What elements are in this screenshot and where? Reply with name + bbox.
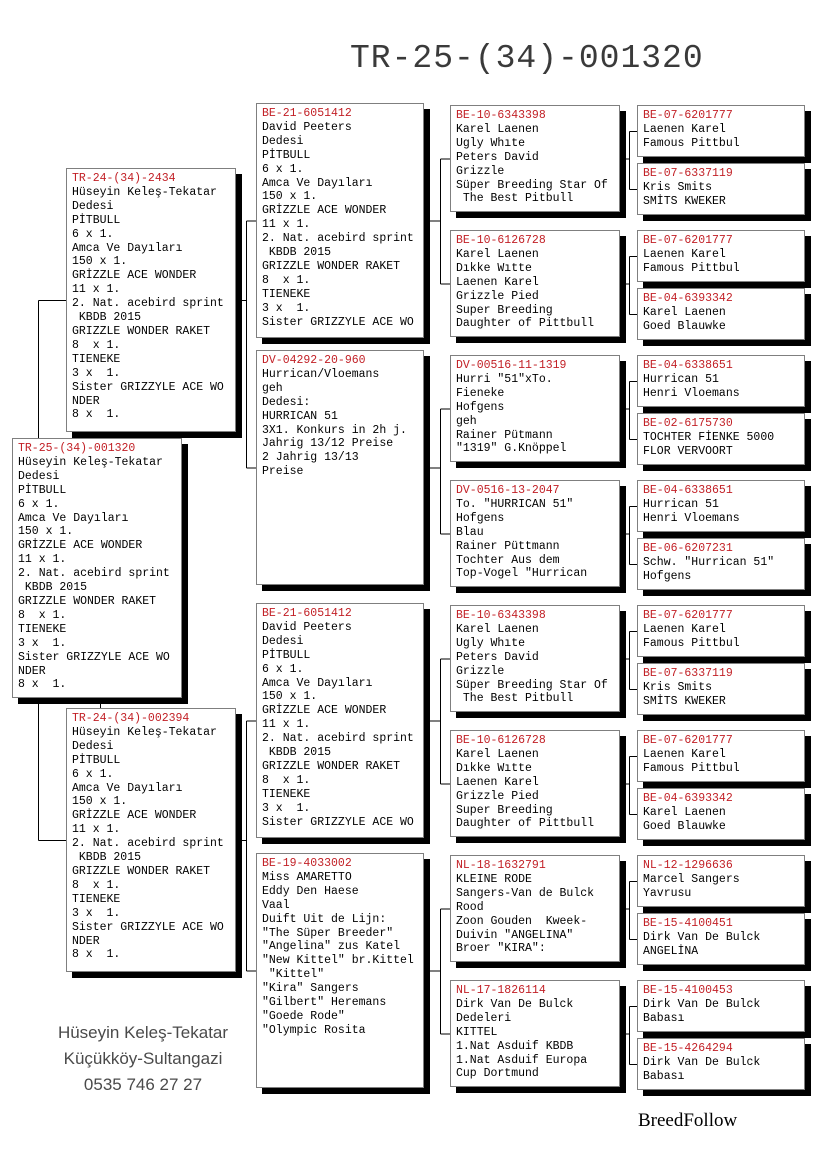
pedigree-text-line: NDER <box>18 664 46 678</box>
pedigree-text-line: TOCHTER FİENKE 5000 <box>643 430 775 444</box>
pedigree-text-line: SMİTS KWEKER <box>643 694 726 708</box>
pedigree-box-gen3[interactable] <box>256 103 424 338</box>
pedigree-text-line: Yavrusu <box>643 886 692 900</box>
pedigree-text-line: NDER <box>72 934 100 948</box>
pedigree-text-line: Hüseyin Keleş-Tekatar <box>72 185 217 199</box>
pedigree-text-line: GRIZZLE WONDER RAKET <box>18 594 157 608</box>
page-title: TR-25-(34)-001320 <box>350 40 704 77</box>
pedigree-text-line: The Best Pitbull <box>456 692 574 706</box>
pedigree-text-line: 150 x 1. <box>72 795 128 809</box>
pedigree-text-line: Duift Uit de Lijn: <box>262 912 387 926</box>
pedigree-text-line: KBDB 2015 <box>262 246 332 260</box>
pedigree-text-line: GRIZZLE WONDER RAKET <box>262 759 401 773</box>
pedigree-text-line: Hüseyin Keleş-Tekatar <box>18 455 163 469</box>
pedigree-text-line: 3 x 1. <box>18 636 67 650</box>
pedigree-text-line: "Kittel" <box>262 968 325 982</box>
pedigree-text-line: KITTEL <box>456 1025 498 1039</box>
ring-number: BE-07-6201777 <box>643 609 733 622</box>
pedigree-text-line: Marcel Sangers <box>643 872 740 886</box>
pedigree-text-line: Preise <box>262 465 304 479</box>
pedigree-text-line: Famous Pittbul <box>643 761 740 775</box>
ring-number: BE-10-6126728 <box>456 734 546 747</box>
ring-number: BE-04-6393342 <box>643 792 733 805</box>
pedigree-text-line: Süper Breeding Star Of <box>456 678 608 692</box>
pedigree-text-line: GRİZZLE ACE WONDER <box>72 269 197 283</box>
pedigree-text-line: 1.Nat Asduif KBDB <box>456 1039 574 1053</box>
pedigree-box-gen4[interactable] <box>450 230 620 337</box>
pedigree-text-line: 150 x 1. <box>72 255 128 269</box>
pedigree-text-line: KBDB 2015 <box>72 851 142 865</box>
pedigree-text-line: Amca Ve Dayıları <box>18 511 129 525</box>
pedigree-text-line: 8 x 1. <box>72 338 121 352</box>
pedigree-box-gen5[interactable] <box>637 913 805 965</box>
pedigree-box-gen5[interactable] <box>637 413 805 465</box>
pedigree-text-line: Eddy Den Haese <box>262 884 359 898</box>
pedigree-text-line: Goed Blauwke <box>643 319 726 333</box>
ring-number: NL-12-1296636 <box>643 859 733 872</box>
brand-watermark: BreedFollow <box>638 1110 738 1131</box>
pedigree-text-line: Tochter Aus dem <box>456 553 560 567</box>
pedigree-box-gen5[interactable] <box>637 230 805 282</box>
pedigree-text-line: 150 x 1. <box>18 525 74 539</box>
pedigree-text-line: Hurri "51"xTo. <box>456 372 553 386</box>
pedigree-box-gen5[interactable] <box>637 538 805 590</box>
pedigree-text-line: GRIZZLE WONDER RAKET <box>72 324 211 338</box>
pedigree-box-gen4[interactable] <box>450 980 620 1087</box>
pedigree-box-gen1[interactable] <box>12 438 182 698</box>
pedigree-text-line: TIENEKE <box>72 892 121 906</box>
ring-number: BE-15-4100451 <box>643 917 733 930</box>
pedigree-text-line: "The Süper Breeder" <box>262 926 394 940</box>
pedigree-box-gen3[interactable] <box>256 853 424 1088</box>
pedigree-text-line: 3 x 1. <box>72 906 121 920</box>
pedigree-box-gen3[interactable] <box>256 603 424 838</box>
pedigree-text-line: GRİZZLE ACE WONDER <box>18 539 143 553</box>
pedigree-text-line: Dedesi <box>72 199 114 213</box>
pedigree-text-line: 11 x 1. <box>262 218 311 232</box>
pedigree-text-line: 3X1. Konkurs in 2h j. <box>262 423 407 437</box>
ring-number: TR-24-(34)-2434 <box>72 172 176 185</box>
pedigree-text-line: Sangers-Van de Bulck <box>456 886 595 900</box>
pedigree-text-line: "1319" G.Knöppel <box>456 442 567 456</box>
ring-number: BE-07-6201777 <box>643 109 733 122</box>
pedigree-text-line: Famous Pittbul <box>643 261 740 275</box>
pedigree-text-line: ANGELİNA <box>643 944 699 958</box>
pedigree-text-line: 2. Nat. acebird sprint <box>262 232 414 246</box>
ring-number: BE-06-6207231 <box>643 542 733 555</box>
pedigree-text-line: The Best Pitbull <box>456 192 574 206</box>
ring-number: BE-15-4100453 <box>643 984 733 997</box>
pedigree-text-line: GRIZZLE WONDER RAKET <box>72 864 211 878</box>
pedigree-text-line: Top-Vogel "Hurrican <box>456 567 588 581</box>
pedigree-text-line: 3 x 1. <box>72 366 121 380</box>
pedigree-text-line: TIENEKE <box>72 352 121 366</box>
breeder-location: Küçükköy-Sultangazi <box>63 1049 223 1068</box>
pedigree-text-line: Karel Laenen <box>456 247 539 261</box>
ring-number: BE-10-6126728 <box>456 234 546 247</box>
pedigree-box-gen4[interactable] <box>450 105 620 212</box>
breeder-phone: 0535 746 27 27 <box>83 1075 203 1094</box>
pedigree-text-line: 8 x 1. <box>72 878 121 892</box>
pedigree-text-line: 6 x 1. <box>262 162 304 176</box>
ring-number: BE-21-6051412 <box>262 107 352 120</box>
ring-number: TR-25-(34)-001320 <box>18 442 136 455</box>
pedigree-text-line: Dıkke Wıtte <box>456 261 532 275</box>
pedigree-text-line: PİTBULL <box>262 148 311 162</box>
pedigree-text-line: 11 x 1. <box>18 553 67 567</box>
pedigree-text-line: Dedesi <box>72 739 114 753</box>
pedigree-box-gen2[interactable] <box>66 168 236 432</box>
pedigree-text-line: 11 x 1. <box>72 283 121 297</box>
pedigree-box-gen5[interactable] <box>637 980 805 1032</box>
pedigree-box-gen4[interactable] <box>450 730 620 837</box>
pedigree-text-line: Super Breeding <box>456 803 553 817</box>
pedigree-text-line: Hofgens <box>456 400 505 414</box>
pedigree-text-line: Blau <box>456 525 484 539</box>
pedigree-text-line: Amca Ve Dayıları <box>262 676 373 690</box>
pedigree-text-line: geh <box>262 381 283 395</box>
pedigree-box-gen3[interactable] <box>256 350 424 585</box>
pedigree-text-line: "New Kittel" br.Kittel <box>262 954 414 968</box>
pedigree-text-line: Sister GRIZZYLE ACE WO <box>262 815 414 829</box>
pedigree-text-line: Amca Ve Dayıları <box>262 176 373 190</box>
pedigree-text-line: 8 x 1. <box>18 678 67 692</box>
pedigree-text-line: Sister GRIZZYLE ACE WO <box>72 380 224 394</box>
pedigree-text-line: 1.Nat Asduif Europa <box>456 1053 588 1067</box>
pedigree-text-line: 2. Nat. acebird sprint <box>262 732 414 746</box>
ring-number: BE-10-6343398 <box>456 109 546 122</box>
ring-number: BE-15-4264294 <box>643 1042 733 1055</box>
pedigree-text-line: 6 x 1. <box>18 497 60 511</box>
pedigree-text-line: Goed Blauwke <box>643 819 726 833</box>
pedigree-text-line: PİTBULL <box>72 753 121 767</box>
pedigree-text-line: Amca Ve Dayıları <box>72 241 183 255</box>
breeder-info <box>38 1020 248 1098</box>
ring-number: BE-07-6337119 <box>643 667 733 680</box>
pedigree-text-line: Sister GRIZZYLE ACE WO <box>18 650 170 664</box>
pedigree-text-line: GRIZZLE WONDER RAKET <box>262 259 401 273</box>
pedigree-text-line: Laenen Karel <box>643 747 726 761</box>
pedigree-text-line: "Gilbert" Heremans <box>262 996 387 1010</box>
pedigree-text-line: 11 x 1. <box>262 718 311 732</box>
pedigree-text-line: 8 x 1. <box>72 408 121 422</box>
pedigree-box-gen5[interactable] <box>637 480 805 532</box>
pedigree-text-line: Amca Ve Dayıları <box>72 781 183 795</box>
pedigree-text-line: Daughter of Pittbull <box>456 817 595 831</box>
pedigree-text-line: Dedeleri <box>456 1011 512 1025</box>
pedigree-text-line: Kris Smits <box>643 180 713 194</box>
pedigree-text-line: Henri Vloemans <box>643 386 740 400</box>
pedigree-text-line: Laenen Karel <box>456 775 539 789</box>
pedigree-text-line: Karel Laenen <box>643 805 726 819</box>
pedigree-text-line: 3 x 1. <box>262 801 311 815</box>
pedigree-box-gen4[interactable] <box>450 480 620 587</box>
pedigree-text-line: KBDB 2015 <box>262 746 332 760</box>
pedigree-text-line: Dedesi: <box>262 395 311 409</box>
pedigree-text-line: PİTBULL <box>18 483 67 497</box>
pedigree-text-line: KLEINE RODE <box>456 872 532 886</box>
ring-number: DV-00516-11-1319 <box>456 359 567 372</box>
pedigree-text-line: Zoon Gouden Kweek- <box>456 914 588 928</box>
ring-number: BE-19-4033002 <box>262 857 352 870</box>
pedigree-text-line: KBDB 2015 <box>72 311 142 325</box>
pedigree-text-line: Grizzle Pied <box>456 789 539 803</box>
ring-number: BE-04-6338651 <box>643 484 733 497</box>
pedigree-text-line: Karel Laenen <box>456 622 539 636</box>
pedigree-text-line: Hurrican 51 <box>643 372 719 386</box>
pedigree-box-gen4[interactable] <box>450 605 620 712</box>
pedigree-text-line: Grizzle Pied <box>456 289 539 303</box>
pedigree-text-line: Super Breeding <box>456 303 553 317</box>
pedigree-text-line: Rood <box>456 900 484 914</box>
pedigree-box-gen5[interactable] <box>637 605 805 657</box>
ring-number: NL-18-1632791 <box>456 859 546 872</box>
pedigree-text-line: Dedesi <box>262 634 304 648</box>
pedigree-text-line: 3 x 1. <box>262 301 311 315</box>
pedigree-text-line: Hofgens <box>456 511 505 525</box>
pedigree-box-gen5[interactable] <box>637 663 805 715</box>
ring-number: BE-07-6201777 <box>643 234 733 247</box>
pedigree-text-line: PİTBULL <box>262 648 311 662</box>
pedigree-text-line: KBDB 2015 <box>18 581 88 595</box>
pedigree-box-gen5[interactable] <box>637 288 805 340</box>
pedigree-text-line: HURRICAN 51 <box>262 409 338 423</box>
ring-number: BE-04-6338651 <box>643 359 733 372</box>
pedigree-text-line: 8 x 1. <box>262 273 311 287</box>
pedigree-text-line: 11 x 1. <box>72 823 121 837</box>
pedigree-text-line: Dirk Van De Bulck <box>456 997 574 1011</box>
pedigree-text-line: David Peeters <box>262 620 352 634</box>
pedigree-text-line: Broer "KIRA": <box>456 942 546 956</box>
ring-number: DV-04292-20-960 <box>262 354 366 367</box>
pedigree-text-line: Dedesi <box>18 469 60 483</box>
pedigree-text-line: Karel Laenen <box>456 122 539 136</box>
pedigree-text-line: Peters David <box>456 650 539 664</box>
pedigree-text-line: Sister GRIZZYLE ACE WO <box>262 315 414 329</box>
ring-number: BE-07-6201777 <box>643 734 733 747</box>
pedigree-text-line: Süper Breeding Star Of <box>456 178 608 192</box>
breeder-name: Hüseyin Keleş-Tekatar <box>57 1023 229 1042</box>
pedigree-text-line: Daughter of Pittbull <box>456 317 595 331</box>
pedigree-text-line: Henri Vloemans <box>643 511 740 525</box>
pedigree-text-line: Peters David <box>456 150 539 164</box>
pedigree-box-gen5[interactable] <box>637 1038 805 1090</box>
pedigree-text-line: 150 x 1. <box>262 190 318 204</box>
pedigree-text-line: 2. Nat. acebird sprint <box>72 297 224 311</box>
pedigree-text-line: Dirk Van De Bulck <box>643 997 761 1011</box>
pedigree-text-line: 2. Nat. acebird sprint <box>72 837 224 851</box>
pedigree-text-line: FLOR VERVOORT <box>643 444 733 458</box>
ring-number: BE-07-6337119 <box>643 167 733 180</box>
pedigree-text-line: Laenen Karel <box>643 122 726 136</box>
pedigree-text-line: Vaal <box>262 898 290 912</box>
pedigree-text-line: TIENEKE <box>262 787 311 801</box>
pedigree-text-line: Grizzle <box>456 164 505 178</box>
pedigree-text-line: Grizzle <box>456 664 505 678</box>
pedigree-box-gen2[interactable] <box>66 708 236 972</box>
pedigree-box-gen5[interactable] <box>637 730 805 782</box>
pedigree-text-line: Jahrig 13/12 Preise <box>262 437 394 451</box>
pedigree-text-line: SMİTS KWEKER <box>643 194 726 208</box>
ring-number: NL-17-1826114 <box>456 984 546 997</box>
pedigree-box-gen5[interactable] <box>637 788 805 840</box>
ring-number: DV-0516-13-2047 <box>456 484 560 497</box>
pedigree-text-line: Duivin "ANGELINA" <box>456 928 574 942</box>
pedigree-text-line: Ugly Whıte <box>456 636 526 650</box>
pedigree-text-line: 8 x 1. <box>72 948 121 962</box>
pedigree-text-line: Laenen Karel <box>456 275 539 289</box>
pedigree-text-line: GRİZZLE ACE WONDER <box>262 204 387 218</box>
pedigree-text-line: geh <box>456 414 477 428</box>
pedigree-text-line: Famous Pittbul <box>643 136 740 150</box>
pedigree-text-line: 2. Nat. acebird sprint <box>18 567 170 581</box>
pedigree-box-gen5[interactable] <box>637 163 805 215</box>
pedigree-text-line: Miss AMARETTO <box>262 870 352 884</box>
pedigree-box-gen4[interactable] <box>450 355 620 462</box>
pedigree-text-line: Karel Laenen <box>643 305 726 319</box>
pedigree-text-line: 6 x 1. <box>262 662 304 676</box>
pedigree-text-line: "Angelina" zus Katel <box>262 940 401 954</box>
pedigree-text-line: Cup Dortmund <box>456 1067 539 1081</box>
pedigree-box-gen4[interactable] <box>450 855 620 962</box>
ring-number: TR-24-(34)-002394 <box>72 712 190 725</box>
pedigree-text-line: GRİZZLE ACE WONDER <box>72 809 197 823</box>
pedigree-box-gen5[interactable] <box>637 355 805 407</box>
pedigree-text-line: Hofgens <box>643 569 692 583</box>
pedigree-text-line: Hurrican/Vloemans <box>262 367 380 381</box>
pedigree-text-line: Laenen Karel <box>643 622 726 636</box>
pedigree-text-line: Famous Pittbul <box>643 636 740 650</box>
pedigree-text-line: Ugly Whıte <box>456 136 526 150</box>
pedigree-text-line: TIENEKE <box>262 287 311 301</box>
pedigree-text-line: Laenen Karel <box>643 247 726 261</box>
pedigree-text-line: Dirk Van De Bulck <box>643 930 761 944</box>
pedigree-text-line: Babası <box>643 1069 685 1083</box>
pedigree-text-line: GRİZZLE ACE WONDER <box>262 704 387 718</box>
pedigree-text-line: "Olympic Rosita <box>262 1023 366 1037</box>
pedigree-text-line: David Peeters <box>262 120 352 134</box>
pedigree-box-gen5[interactable] <box>637 105 805 157</box>
pedigree-text-line: Hurrican 51 <box>643 497 719 511</box>
pedigree-text-line: Hüseyin Keleş-Tekatar <box>72 725 217 739</box>
pedigree-text-line: PİTBULL <box>72 213 121 227</box>
pedigree-text-line: Dirk Van De Bulck <box>643 1055 761 1069</box>
pedigree-text-line: Kris Smits <box>643 680 713 694</box>
pedigree-text-line: 8 x 1. <box>18 608 67 622</box>
pedigree-text-line: Dedesi <box>262 134 304 148</box>
pedigree-text-line: "Kira" Sangers <box>262 982 359 996</box>
pedigree-text-line: TIENEKE <box>18 622 67 636</box>
ring-number: BE-21-6051412 <box>262 607 352 620</box>
pedigree-text-line: Karel Laenen <box>456 747 539 761</box>
pedigree-box-gen5[interactable] <box>637 855 805 907</box>
pedigree-text-line: "Goede Rode" <box>262 1009 345 1023</box>
pedigree-text-line: 2 Jahrig 13/13 <box>262 451 359 465</box>
pedigree-text-line: Fieneke <box>456 386 505 400</box>
pedigree-text-line: NDER <box>72 394 100 408</box>
pedigree-text-line: 6 x 1. <box>72 767 114 781</box>
pedigree-text-line: Rainer Pütmann <box>456 428 553 442</box>
pedigree-text-line: 8 x 1. <box>262 773 311 787</box>
ring-number: BE-02-6175730 <box>643 417 733 430</box>
pedigree-text-line: Schw. "Hurrican 51" <box>643 555 775 569</box>
pedigree-text-line: Babası <box>643 1011 685 1025</box>
ring-number: BE-10-6343398 <box>456 609 546 622</box>
pedigree-text-line: Sister GRIZZYLE ACE WO <box>72 920 224 934</box>
pedigree-text-line: Dıkke Wıtte <box>456 761 532 775</box>
pedigree-text-line: 150 x 1. <box>262 690 318 704</box>
pedigree-text-line: Rainer Püttmann <box>456 539 560 553</box>
ring-number: BE-04-6393342 <box>643 292 733 305</box>
pedigree-text-line: 6 x 1. <box>72 227 114 241</box>
pedigree-text-line: To. "HURRICAN 51" <box>456 497 574 511</box>
